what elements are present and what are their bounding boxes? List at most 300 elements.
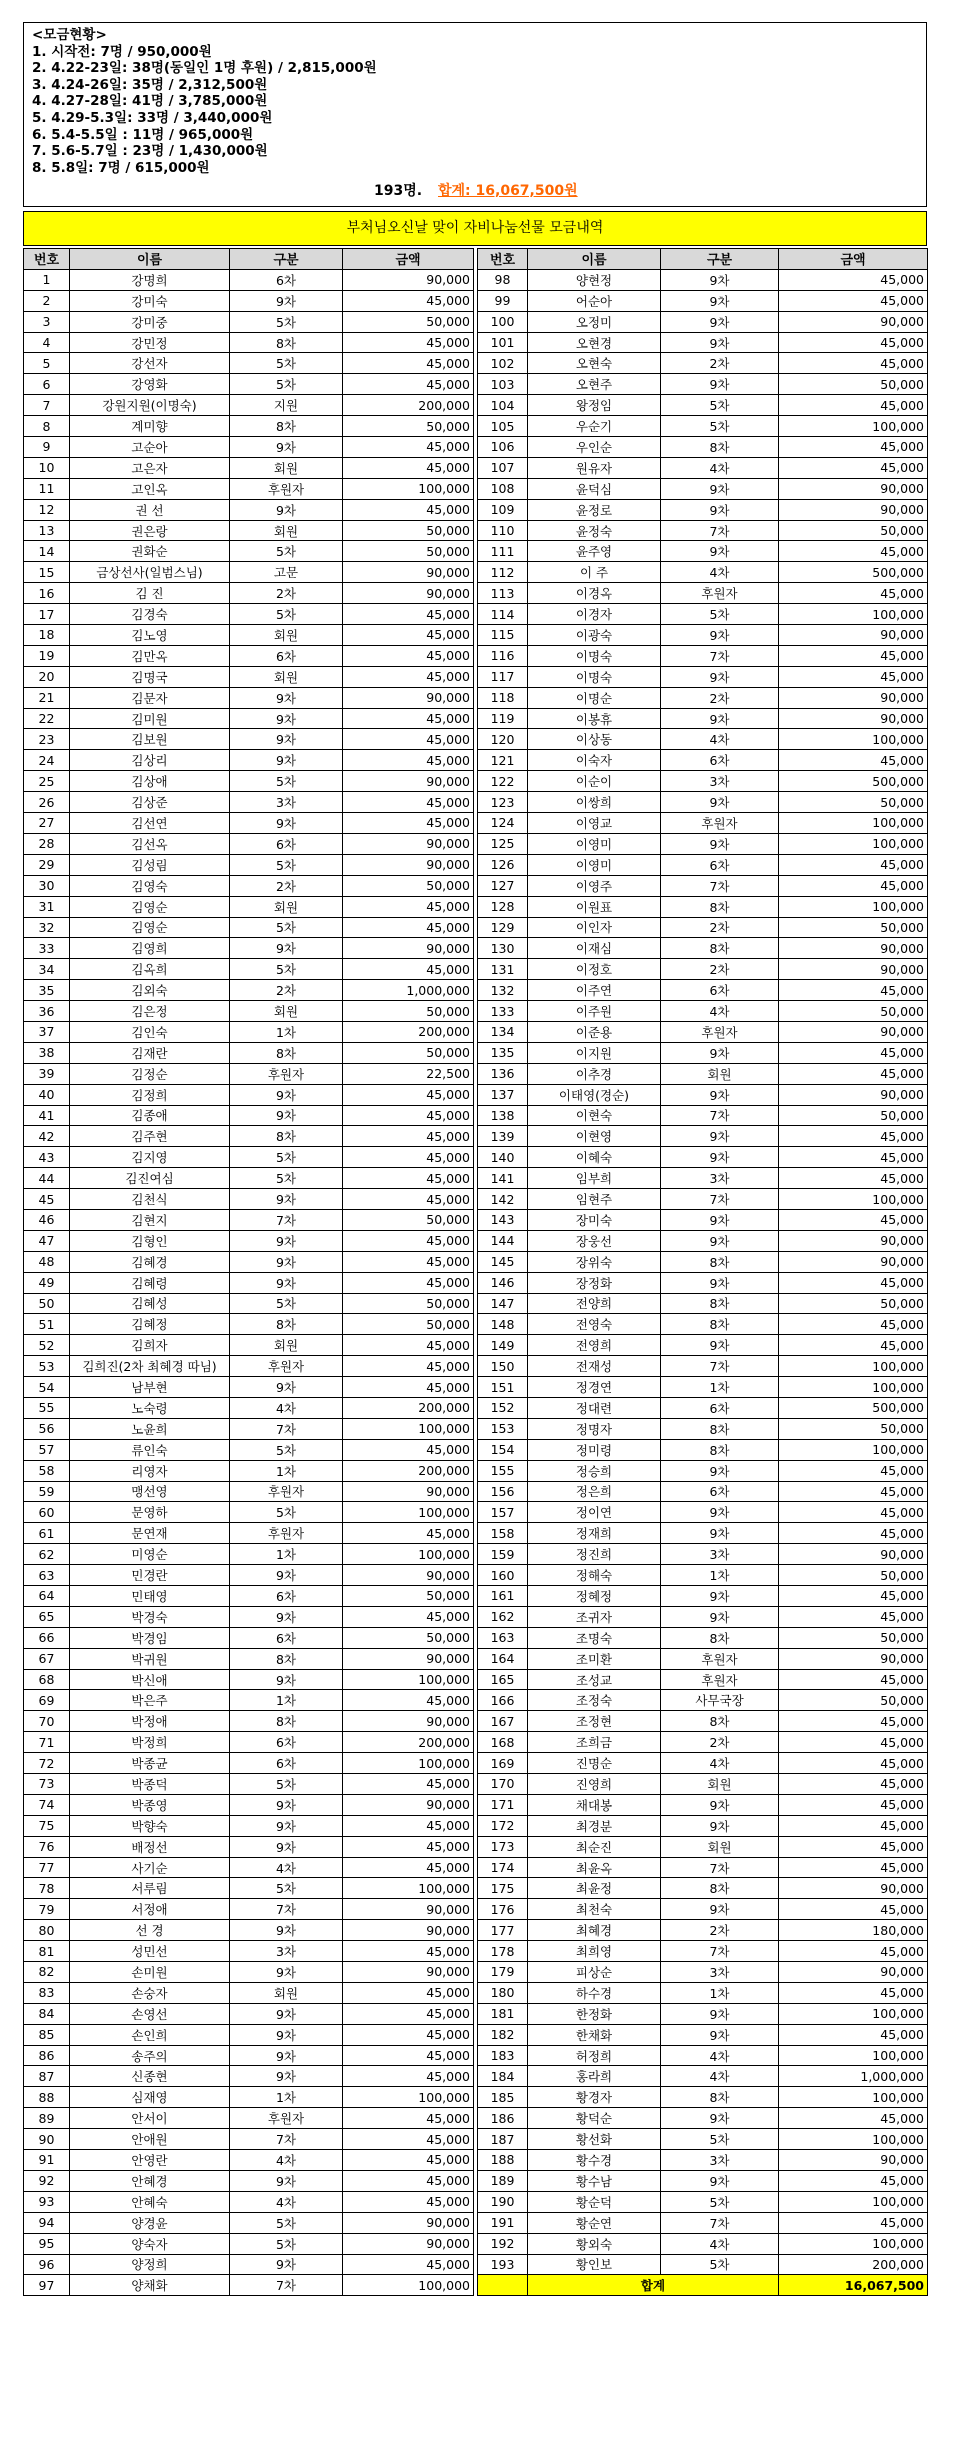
donation-amount: 90,000 [779, 1021, 928, 1042]
donor-name: 김영숙 [70, 875, 230, 896]
table-row [24, 499, 474, 520]
donor-name: 한채화 [528, 2024, 661, 2045]
donation-amount: 200,000 [779, 2254, 928, 2275]
table-row [24, 1941, 474, 1962]
donor-name: 김희진(2차 최혜경 따님) [70, 1356, 230, 1377]
table-row [478, 374, 928, 395]
table-row [24, 2108, 474, 2129]
row-number: 89 [24, 2108, 70, 2129]
donor-type: 8차 [661, 2087, 779, 2108]
row-number: 180 [478, 1982, 528, 2003]
row-number: 140 [478, 1147, 528, 1168]
row-number: 13 [24, 520, 70, 541]
row-number: 99 [478, 290, 528, 311]
donation-amount: 45,000 [779, 1481, 928, 1502]
row-number: 126 [478, 854, 528, 875]
donor-name: 이태영(경순) [528, 1084, 661, 1105]
donor-type: 회원 [230, 666, 343, 687]
row-number: 183 [478, 2045, 528, 2066]
row-number: 90 [24, 2129, 70, 2150]
donor-name: 박종덕 [70, 1774, 230, 1795]
table-row [24, 374, 474, 395]
row-number: 107 [478, 457, 528, 478]
table-row [24, 1962, 474, 1983]
donor-name: 장미숙 [528, 1209, 661, 1230]
donor-type: 9차 [230, 1230, 343, 1251]
table-row [24, 1042, 474, 1063]
table-row [478, 959, 928, 980]
donor-type: 8차 [661, 1314, 779, 1335]
donor-type: 회원 [230, 457, 343, 478]
donor-name: 송주의 [70, 2045, 230, 2066]
table-row [24, 1648, 474, 1669]
donation-amount: 45,000 [343, 1982, 474, 2003]
donation-amount: 45,000 [343, 1774, 474, 1795]
row-number: 102 [478, 353, 528, 374]
donor-name: 최순진 [528, 1836, 661, 1857]
donation-amount: 45,000 [343, 959, 474, 980]
donor-type: 4차 [661, 2045, 779, 2066]
donor-name: 김지영 [70, 1147, 230, 1168]
donor-name: 하수경 [528, 1982, 661, 2003]
table-row [24, 353, 474, 374]
table-row [24, 625, 474, 646]
donation-amount: 45,000 [343, 1815, 474, 1836]
donation-amount: 45,000 [779, 1063, 928, 1084]
donation-amount: 45,000 [779, 269, 928, 290]
table-row [478, 896, 928, 917]
donor-type: 5차 [661, 2191, 779, 2212]
table-row [24, 1857, 474, 1878]
total-label: 합계 [528, 2275, 779, 2296]
table-row [24, 1084, 474, 1105]
row-number: 163 [478, 1627, 528, 1648]
donor-name: 김노영 [70, 625, 230, 646]
donor-name: 이명순 [528, 687, 661, 708]
table-row [478, 290, 928, 311]
donor-type: 3차 [230, 792, 343, 813]
table-row [478, 1084, 928, 1105]
donor-type: 3차 [661, 771, 779, 792]
table-row [24, 1732, 474, 1753]
table-row [478, 1418, 928, 1439]
donation-amount: 100,000 [343, 2275, 474, 2296]
table-row [478, 625, 928, 646]
donation-amount: 45,000 [779, 1732, 928, 1753]
donation-amount: 50,000 [343, 520, 474, 541]
table-row [24, 1523, 474, 1544]
donation-amount: 90,000 [343, 1962, 474, 1983]
donation-amount: 45,000 [779, 583, 928, 604]
row-number: 34 [24, 959, 70, 980]
table-row [24, 1794, 474, 1815]
row-number: 166 [478, 1690, 528, 1711]
donor-name: 한정화 [528, 2003, 661, 2024]
table-row [478, 2066, 928, 2087]
donor-name: 이명숙 [528, 645, 661, 666]
table-row [24, 666, 474, 687]
table-row [24, 269, 474, 290]
donor-name: 이영주 [528, 875, 661, 896]
donor-type: 8차 [661, 1251, 779, 1272]
table-row [478, 813, 928, 834]
donor-name: 이경옥 [528, 583, 661, 604]
donor-name: 최윤정 [528, 1878, 661, 1899]
donor-type: 회원 [661, 1063, 779, 1084]
donation-amount: 45,000 [343, 1836, 474, 1857]
donor-name: 김진여심 [70, 1168, 230, 1189]
donor-type: 5차 [661, 395, 779, 416]
donation-amount: 45,000 [779, 666, 928, 687]
donor-type: 5차 [230, 1168, 343, 1189]
donor-type: 후원자 [230, 1356, 343, 1377]
table-row [24, 1209, 474, 1230]
row-number: 40 [24, 1084, 70, 1105]
donation-amount: 90,000 [343, 1565, 474, 1586]
row-number: 179 [478, 1962, 528, 1983]
donation-amount: 100,000 [779, 1377, 928, 1398]
donor-name: 이원표 [528, 896, 661, 917]
row-number: 121 [478, 750, 528, 771]
donor-name: 안애원 [70, 2129, 230, 2150]
donor-type: 7차 [230, 2129, 343, 2150]
row-number: 36 [24, 1001, 70, 1022]
donor-name: 황수경 [528, 2150, 661, 2171]
row-number: 117 [478, 666, 528, 687]
table-row [24, 1982, 474, 2003]
row-number: 184 [478, 2066, 528, 2087]
donation-amount: 45,000 [343, 2108, 474, 2129]
row-number: 17 [24, 604, 70, 625]
row-number: 84 [24, 2003, 70, 2024]
donation-amount: 45,000 [343, 1147, 474, 1168]
donor-name: 강미숙 [70, 290, 230, 311]
table-row [24, 1293, 474, 1314]
donation-amount: 200,000 [343, 1732, 474, 1753]
donation-amount: 90,000 [343, 583, 474, 604]
table-row [478, 2129, 928, 2150]
donor-type: 5차 [661, 604, 779, 625]
donation-amount: 45,000 [779, 1272, 928, 1293]
donation-amount: 50,000 [779, 1565, 928, 1586]
donor-name: 김은정 [70, 1001, 230, 1022]
donor-name: 조정현 [528, 1711, 661, 1732]
donor-type: 5차 [230, 917, 343, 938]
donor-type: 6차 [230, 833, 343, 854]
donor-type: 9차 [661, 1794, 779, 1815]
row-number: 151 [478, 1377, 528, 1398]
donation-amount: 100,000 [779, 2129, 928, 2150]
table-row [24, 1502, 474, 1523]
donation-amount: 90,000 [779, 1544, 928, 1565]
summary-line: 8. 5.8일: 7명 / 615,000원 [32, 159, 210, 176]
donor-name: 류인숙 [70, 1439, 230, 1460]
row-number: 192 [478, 2233, 528, 2254]
table-row [24, 2170, 474, 2191]
donor-type: 9차 [661, 666, 779, 687]
row-number: 138 [478, 1105, 528, 1126]
row-number: 104 [478, 395, 528, 416]
donor-type: 8차 [661, 1711, 779, 1732]
donation-amount: 45,000 [343, 1523, 474, 1544]
donation-amount: 100,000 [779, 1356, 928, 1377]
donor-type: 1차 [661, 1565, 779, 1586]
donor-name: 조명숙 [528, 1627, 661, 1648]
donation-amount: 45,000 [343, 750, 474, 771]
donor-name: 정경연 [528, 1377, 661, 1398]
row-number: 125 [478, 833, 528, 854]
donor-type: 1차 [230, 2087, 343, 2108]
donor-name: 진명순 [528, 1753, 661, 1774]
row-number: 55 [24, 1397, 70, 1418]
row-number: 18 [24, 625, 70, 646]
donation-amount: 45,000 [779, 1753, 928, 1774]
donor-type: 6차 [230, 1753, 343, 1774]
table-row [24, 1397, 474, 1418]
row-number: 158 [478, 1523, 528, 1544]
donor-name: 이영미 [528, 833, 661, 854]
donor-name: 박신애 [70, 1669, 230, 1690]
donor-name: 리영자 [70, 1460, 230, 1481]
donation-amount: 90,000 [779, 311, 928, 332]
donor-type: 8차 [230, 1126, 343, 1147]
table-row [24, 2024, 474, 2045]
row-number: 20 [24, 666, 70, 687]
donation-amount: 90,000 [343, 687, 474, 708]
table-row [24, 1544, 474, 1565]
donor-name: 전양희 [528, 1293, 661, 1314]
donor-name: 김상준 [70, 792, 230, 813]
row-number: 77 [24, 1857, 70, 1878]
donor-type: 5차 [230, 2233, 343, 2254]
donation-amount: 45,000 [779, 1606, 928, 1627]
donor-type: 7차 [661, 645, 779, 666]
donor-type: 5차 [230, 854, 343, 875]
donation-amount: 500,000 [779, 771, 928, 792]
donor-name: 강원지원(이명숙) [70, 395, 230, 416]
donor-type: 3차 [230, 1941, 343, 1962]
row-number: 114 [478, 604, 528, 625]
table-row [24, 541, 474, 562]
row-number: 177 [478, 1920, 528, 1941]
donation-amount: 90,000 [343, 938, 474, 959]
donor-type: 7차 [230, 1418, 343, 1439]
table-row [478, 2212, 928, 2233]
donor-name: 전영숙 [528, 1314, 661, 1335]
row-number: 188 [478, 2150, 528, 2171]
row-number: 160 [478, 1565, 528, 1586]
donation-amount: 45,000 [779, 1168, 928, 1189]
donor-type: 9차 [661, 1209, 779, 1230]
row-number: 129 [478, 917, 528, 938]
donor-name: 양경윤 [70, 2212, 230, 2233]
donor-type: 9차 [230, 938, 343, 959]
donor-name: 정승희 [528, 1460, 661, 1481]
donation-amount: 45,000 [343, 1189, 474, 1210]
donor-type: 7차 [661, 1189, 779, 1210]
donation-amount: 45,000 [343, 1272, 474, 1293]
donation-amount: 100,000 [779, 1189, 928, 1210]
donor-type: 6차 [661, 750, 779, 771]
summary-line: <모금현황> [32, 27, 107, 43]
donation-amount: 50,000 [343, 875, 474, 896]
donor-type: 4차 [661, 1753, 779, 1774]
donor-type: 7차 [661, 1857, 779, 1878]
donor-type: 4차 [661, 2233, 779, 2254]
row-number: 6 [24, 374, 70, 395]
table-row [24, 1126, 474, 1147]
donor-type: 회원 [230, 1001, 343, 1022]
donor-type: 9차 [661, 1815, 779, 1836]
donor-type: 9차 [661, 1523, 779, 1544]
header-amount: 금액 [343, 249, 474, 270]
table-row [24, 1690, 474, 1711]
donor-name: 정해숙 [528, 1565, 661, 1586]
table-row [478, 1669, 928, 1690]
table-row [24, 562, 474, 583]
table-row [24, 1815, 474, 1836]
donor-type: 회원 [230, 1335, 343, 1356]
donation-amount: 200,000 [343, 1397, 474, 1418]
row-number: 161 [478, 1586, 528, 1607]
donor-name: 최경분 [528, 1815, 661, 1836]
table-row [478, 875, 928, 896]
table-row [24, 1418, 474, 1439]
donation-amount: 50,000 [779, 1690, 928, 1711]
donor-type: 4차 [661, 457, 779, 478]
donor-type: 7차 [661, 1356, 779, 1377]
table-row [478, 938, 928, 959]
summary-line: 4. 4.27-28일: 41명 / 3,785,000원 [32, 93, 268, 110]
row-number: 15 [24, 562, 70, 583]
row-number: 174 [478, 1857, 528, 1878]
row-number: 31 [24, 896, 70, 917]
table-row [24, 1711, 474, 1732]
table-row [478, 1147, 928, 1168]
donation-amount: 200,000 [343, 395, 474, 416]
table-row [478, 1794, 928, 1815]
donor-type: 8차 [661, 1293, 779, 1314]
donation-amount: 45,000 [343, 792, 474, 813]
table-row [478, 457, 928, 478]
table-row [24, 1377, 474, 1398]
table-row [478, 1042, 928, 1063]
table-row [24, 2087, 474, 2108]
donor-type: 7차 [661, 520, 779, 541]
donor-type: 7차 [230, 1899, 343, 1920]
donor-type: 9차 [661, 269, 779, 290]
table-row [478, 1565, 928, 1586]
donor-name: 고순아 [70, 437, 230, 458]
donation-amount: 100,000 [779, 896, 928, 917]
table-row [478, 541, 928, 562]
row-number: 153 [478, 1418, 528, 1439]
donor-name: 이주연 [528, 980, 661, 1001]
donor-name: 김선옥 [70, 833, 230, 854]
row-number: 58 [24, 1460, 70, 1481]
donor-type: 2차 [661, 917, 779, 938]
donor-name: 문영하 [70, 1502, 230, 1523]
row-number: 120 [478, 729, 528, 750]
row-number: 35 [24, 980, 70, 1001]
donor-name: 전영희 [528, 1335, 661, 1356]
donor-name: 맹선영 [70, 1481, 230, 1502]
row-number: 82 [24, 1962, 70, 1983]
row-number: 74 [24, 1794, 70, 1815]
summary-line: 1. 시작전: 7명 / 950,000원 [32, 43, 212, 60]
table-row [478, 750, 928, 771]
row-number: 87 [24, 2066, 70, 2087]
row-number: 148 [478, 1314, 528, 1335]
donation-amount: 45,000 [343, 1606, 474, 1627]
donor-name: 오현숙 [528, 353, 661, 374]
donation-amount: 100,000 [779, 2191, 928, 2212]
donation-amount: 45,000 [343, 604, 474, 625]
table-row [478, 1732, 928, 1753]
donor-name: 최천숙 [528, 1899, 661, 1920]
donation-amount: 45,000 [343, 437, 474, 458]
donor-name: 양숙자 [70, 2233, 230, 2254]
donor-type: 후원자 [661, 813, 779, 834]
table-row [24, 833, 474, 854]
row-number: 110 [478, 520, 528, 541]
row-number: 95 [24, 2233, 70, 2254]
donor-name: 김보원 [70, 729, 230, 750]
row-number: 119 [478, 708, 528, 729]
donor-name: 황인보 [528, 2254, 661, 2275]
donor-type: 9차 [661, 1042, 779, 1063]
donor-name: 오정미 [528, 311, 661, 332]
donor-type: 3차 [661, 1544, 779, 1565]
donation-amount: 45,000 [343, 2191, 474, 2212]
donor-name: 김상리 [70, 750, 230, 771]
donation-amount: 90,000 [779, 478, 928, 499]
donor-type: 후원자 [230, 1481, 343, 1502]
row-number: 118 [478, 687, 528, 708]
donation-amount: 45,000 [779, 1586, 928, 1607]
donor-type: 4차 [230, 2150, 343, 2171]
donation-amount: 90,000 [343, 1794, 474, 1815]
donation-amount: 100,000 [779, 833, 928, 854]
row-number: 68 [24, 1669, 70, 1690]
donor-name: 윤정로 [528, 499, 661, 520]
table-row [24, 1439, 474, 1460]
table-row [24, 708, 474, 729]
donor-name: 양채화 [70, 2275, 230, 2296]
row-number: 48 [24, 1251, 70, 1272]
donor-type: 8차 [661, 1439, 779, 1460]
donation-amount: 45,000 [779, 1209, 928, 1230]
table-row [24, 959, 474, 980]
donation-amount: 90,000 [779, 2150, 928, 2171]
table-row [24, 1147, 474, 1168]
table-row [24, 1001, 474, 1022]
donor-name: 정이연 [528, 1502, 661, 1523]
row-number: 91 [24, 2150, 70, 2171]
table-row [478, 1544, 928, 1565]
donation-amount: 45,000 [343, 1439, 474, 1460]
donation-amount: 90,000 [779, 625, 928, 646]
donor-type: 9차 [230, 290, 343, 311]
table-row [24, 1460, 474, 1481]
table-row [478, 437, 928, 458]
donation-amount: 45,000 [779, 1314, 928, 1335]
total-row [478, 2275, 928, 2296]
donor-type: 9차 [661, 1586, 779, 1607]
donor-name: 강영화 [70, 374, 230, 395]
row-number: 171 [478, 1794, 528, 1815]
donor-name: 양정희 [70, 2254, 230, 2275]
